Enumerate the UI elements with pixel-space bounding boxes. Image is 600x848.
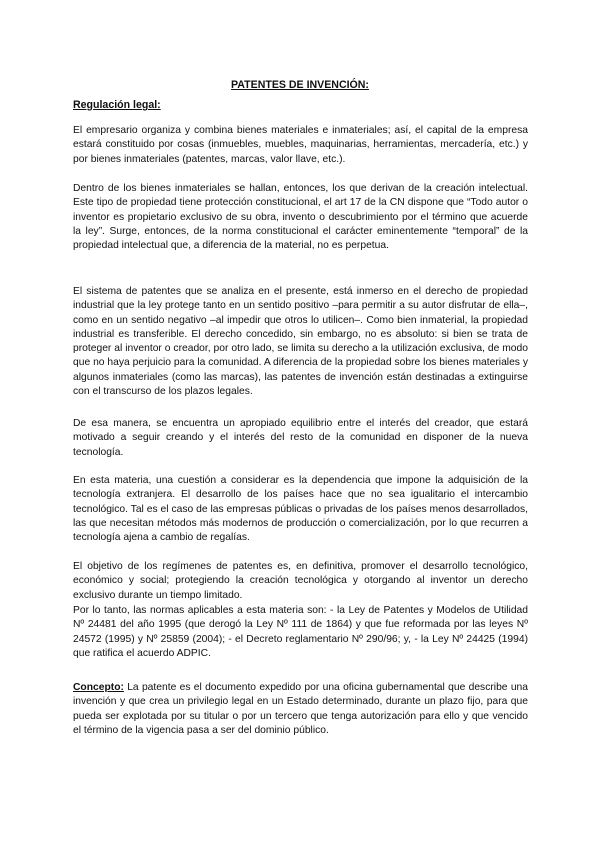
paragraph-1: El empresario organiza y combina bienes materiales e inmateriales; así, el capital de la empresa estará constituido por cosas (inmuebles, muebles, maquinarias, herramientas, mercadería, etc.) y por bienes inmateriales (patentes, marcas, valor llave, etc.).: [73, 125, 528, 165]
paragraph-3: El sistema de patentes que se analiza en el presente, está inmerso en el derecho de propiedad industrial que la ley protege tanto en un sentido positivo –para permitir a su autor disfrutar de ella–, como en un sentido negativo –al impedir que otros lo utilicen–. Como bien inmaterial, la propiedad industrial es transferible. El derecho concedido, sin embargo, no es absoluto: si bien se trata de proteger al inventor o creador, por otro lado, se limita su derecho a la utilización exclusiva, de modo que no haya perjuicio para la comunidad. A diferencia de la propiedad sobre los bienes materiales y algunos inmateriales (como las marcas), las patentes de invención están destinadas a extinguirse con el transcurso de los plazos legales.: [73, 286, 528, 398]
concept-label: Concepto:: [73, 682, 124, 693]
section-heading-regulacion-legal: Regulación legal:: [73, 99, 161, 111]
concept-paragraph: [73, 681, 528, 738]
paragraph-5: En esta materia, una cuestión a considerar es la dependencia que impone la adquisición de la tecnología extranjera. El desarrollo de los países hace que no sea igualitario el intercambio tecnológico. Tal es el caso de las empresas públicas o privadas de los países menos desarrollados, las que necesitan métodos más modernos de producción o comercialización, por lo que recurren a tecnología ajena a cambio de regalías.: [73, 475, 528, 544]
paragraph-4: De esa manera, se encuentra un apropiado equilibrio entre el interés del creador, que estará motivado a seguir creando y el interés del resto de la comunidad en disponer de la nueva tecnología.: [73, 418, 528, 458]
paragraph-6: El objetivo de los regímenes de patentes es, en definitiva, promover el desarrollo tecnológico, económico y social; protegiendo la creación tecnológica y otorgando al inventor un derecho exclusivo durante un tiempo limitado.: [73, 561, 528, 601]
concept-text: La patente es el documento expedido por una oficina gubernamental que describe una invención y que crea un privilegio legal en un Estado determinado, durante un plazo fijo, para que pueda ser explotada por su titular o por un tercero que tenga autorización para ello y que vencido el término de la vigencia pasa a ser del dominio público.: [73, 682, 528, 736]
paragraph-2: Dentro de los bienes inmateriales se hallan, entonces, los que derivan de la creación intelectual. Este tipo de propiedad tiene protección constitucional, el art 17 de la CN dispone que “Todo autor o inventor es propietario exclusivo de su obra, invento o descubrimiento por el término que acuerde la ley”. Surge, entonces, de la norma constitucional el carácter eminentemente “temporal” de la propiedad intelectual que, a diferencia de la material, no es perpetua.: [73, 183, 528, 252]
paragraph-7: Por lo tanto, las normas aplicables a esta materia son: - la Ley de Patentes y Modelos de Utilidad Nº 24481 del año 1995 (que derogó la Ley Nº 111 de 1864) y que fue reformada por las leyes Nº 24572 (1995) y Nº 25859 (2004); - el Decreto reglamentario Nº 290/96; y, - la Ley Nº 24425 (1994) que ratifica el acuerdo ADPIC.: [73, 605, 528, 659]
document-title: PATENTES DE INVENCIÓN:: [231, 79, 369, 91]
